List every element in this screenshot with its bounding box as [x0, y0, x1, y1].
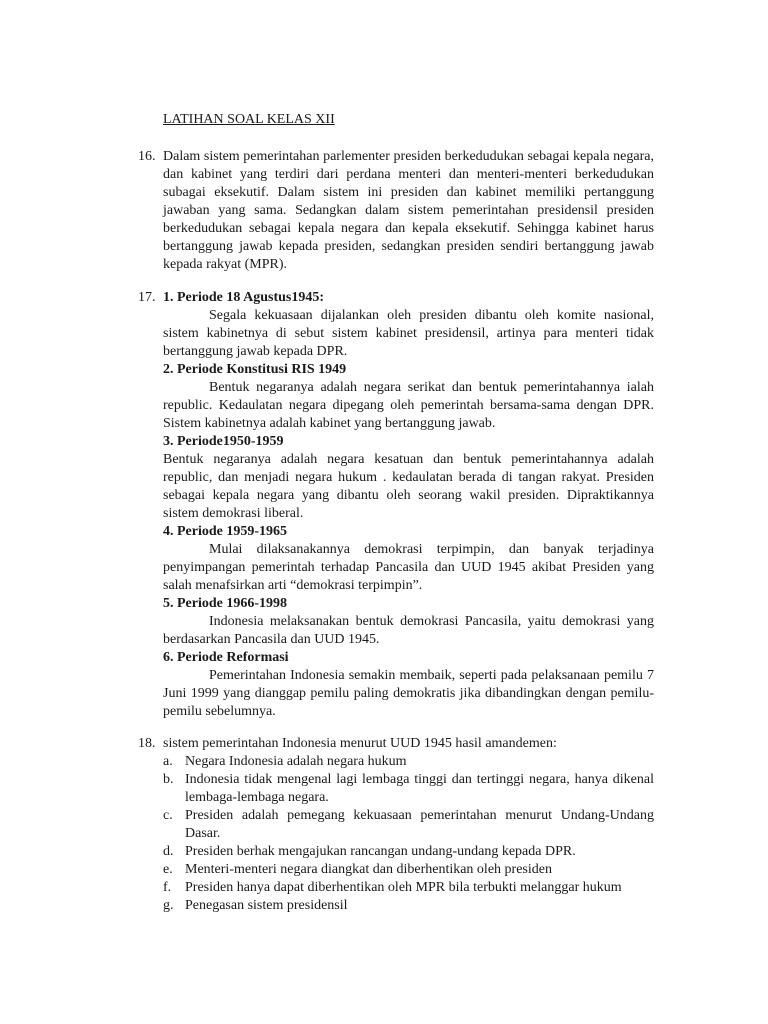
question-18: [138, 735, 654, 915]
page-title: LATIHAN SOAL KELAS XII: [163, 112, 335, 127]
question-number: 18.: [138, 736, 156, 751]
period-text: Pemerintahan Indonesia semakin membaik, seperti pada pelaksanaan pemilu 7 Juni 1999 yang dianggap pemilu paling demokratis jika dibandingkan dengan pemilu-pemilu sebelumnya.: [163, 668, 654, 719]
option-label: e.: [163, 862, 173, 877]
answer-option: [163, 897, 654, 915]
question-16: [138, 148, 654, 274]
period-text: Segala kekuasaan dijalankan oleh presiden dibantu oleh komite nasional, sistem kabinetnya di sebut sistem kabinet presidensil, artinya para menteri tidak bertanggung jawab kepada DPR.: [163, 308, 654, 359]
option-label: g.: [163, 898, 174, 913]
option-label: b.: [163, 772, 174, 787]
period-heading: 2. Periode Konstitusi RIS 1949: [163, 362, 347, 377]
option-text: Negara Indonesia adalah negara hukum: [185, 754, 407, 769]
answer-option: [163, 807, 654, 843]
period-text: Mulai dilaksanakannya demokrasi terpimpin, dan banyak terjadinya penyimpangan pemerintah terhadap Pancasila dan UUD 1945 akibat Presiden yang salah menafsirkan arti “demokrasi terpimpin”.: [163, 542, 654, 593]
option-label: f.: [163, 880, 172, 895]
period-heading: 4. Periode 1959-1965: [163, 524, 288, 539]
period-heading: 1. Periode 18 Agustus1945:: [163, 290, 324, 305]
answer-option: [163, 843, 654, 861]
period-heading: 3. Periode1950-1959: [163, 434, 284, 449]
question-intro: sistem pemerintahan Indonesia menurut UUD 1945 hasil amandemen:: [163, 736, 557, 751]
question-text: Dalam sistem pemerintahan parlementer presiden berkedudukan sebagai kepala negara, dan kabinet yang terdiri dari perdana menteri dan menteri-menteri berkedudukan subagai eksekutif. Dalam sistem ini presiden dan kabinet memiliki pertanggung jawaban yang sama. Sedangkan dalam sistem pemerintahan presidensil presiden berkedudukan sebagai kepala negara dan kepala eksekutif. Sehingga kabinet harus bertanggung jawab kepada presiden, sedangkan presiden sendiri bertanggung jawab kepada rakyat (MPR).: [163, 149, 654, 272]
answer-option: [163, 753, 654, 771]
option-text: Presiden adalah pemegang kekuasaan pemerintahan menurut Undang-Undang Dasar.: [185, 808, 654, 841]
answer-option: [163, 771, 654, 807]
option-text: Penegasan sistem presidensil: [185, 898, 348, 913]
option-text: Presiden hanya dapat diberhentikan oleh MPR bila terbukti melanggar hukum: [185, 880, 622, 895]
question-17: [138, 289, 654, 721]
answer-option: [163, 879, 654, 897]
period-heading: 6. Periode Reformasi: [163, 650, 289, 665]
option-label: a.: [163, 754, 173, 769]
period-text: Indonesia melaksanakan bentuk demokrasi Pancasila, yaitu demokrasi yang berdasarkan Pancasila dan UUD 1945.: [163, 614, 654, 647]
option-label: d.: [163, 844, 174, 859]
period-text: Bentuk negaranya adalah negara serikat dan bentuk pemerintahannya ialah republic. Kedaulatan negara dipegang oleh pemerintah bersama-sama dengan DPR. Sistem kabinetnya adalah kabinet yang bertanggung jawab.: [163, 380, 654, 431]
period-text: Bentuk negaranya adalah negara kesatuan dan bentuk pemerintahannya adalah republic, dan menjadi negara hukum . kedaulatan berada di tangan rakyat. Presiden sebagai kepala negara yang dibantu oleh seorang wakil presiden. Dipraktikannya sistem demokrasi liberal.: [163, 452, 654, 521]
option-text: Presiden berhak mengajukan rancangan undang-undang kepada DPR.: [185, 844, 576, 859]
option-text: Menteri-menteri negara diangkat dan diberhentikan oleh presiden: [185, 862, 552, 877]
option-text: Indonesia tidak mengenal lagi lembaga tinggi dan tertinggi negara, hanya dikenal lembaga-lembaga negara.: [185, 772, 654, 805]
period-heading: 5. Periode 1966-1998: [163, 596, 288, 611]
question-number: 17.: [138, 290, 156, 305]
answer-option: [163, 861, 654, 879]
question-number: 16.: [138, 149, 156, 164]
option-label: c.: [163, 808, 173, 823]
